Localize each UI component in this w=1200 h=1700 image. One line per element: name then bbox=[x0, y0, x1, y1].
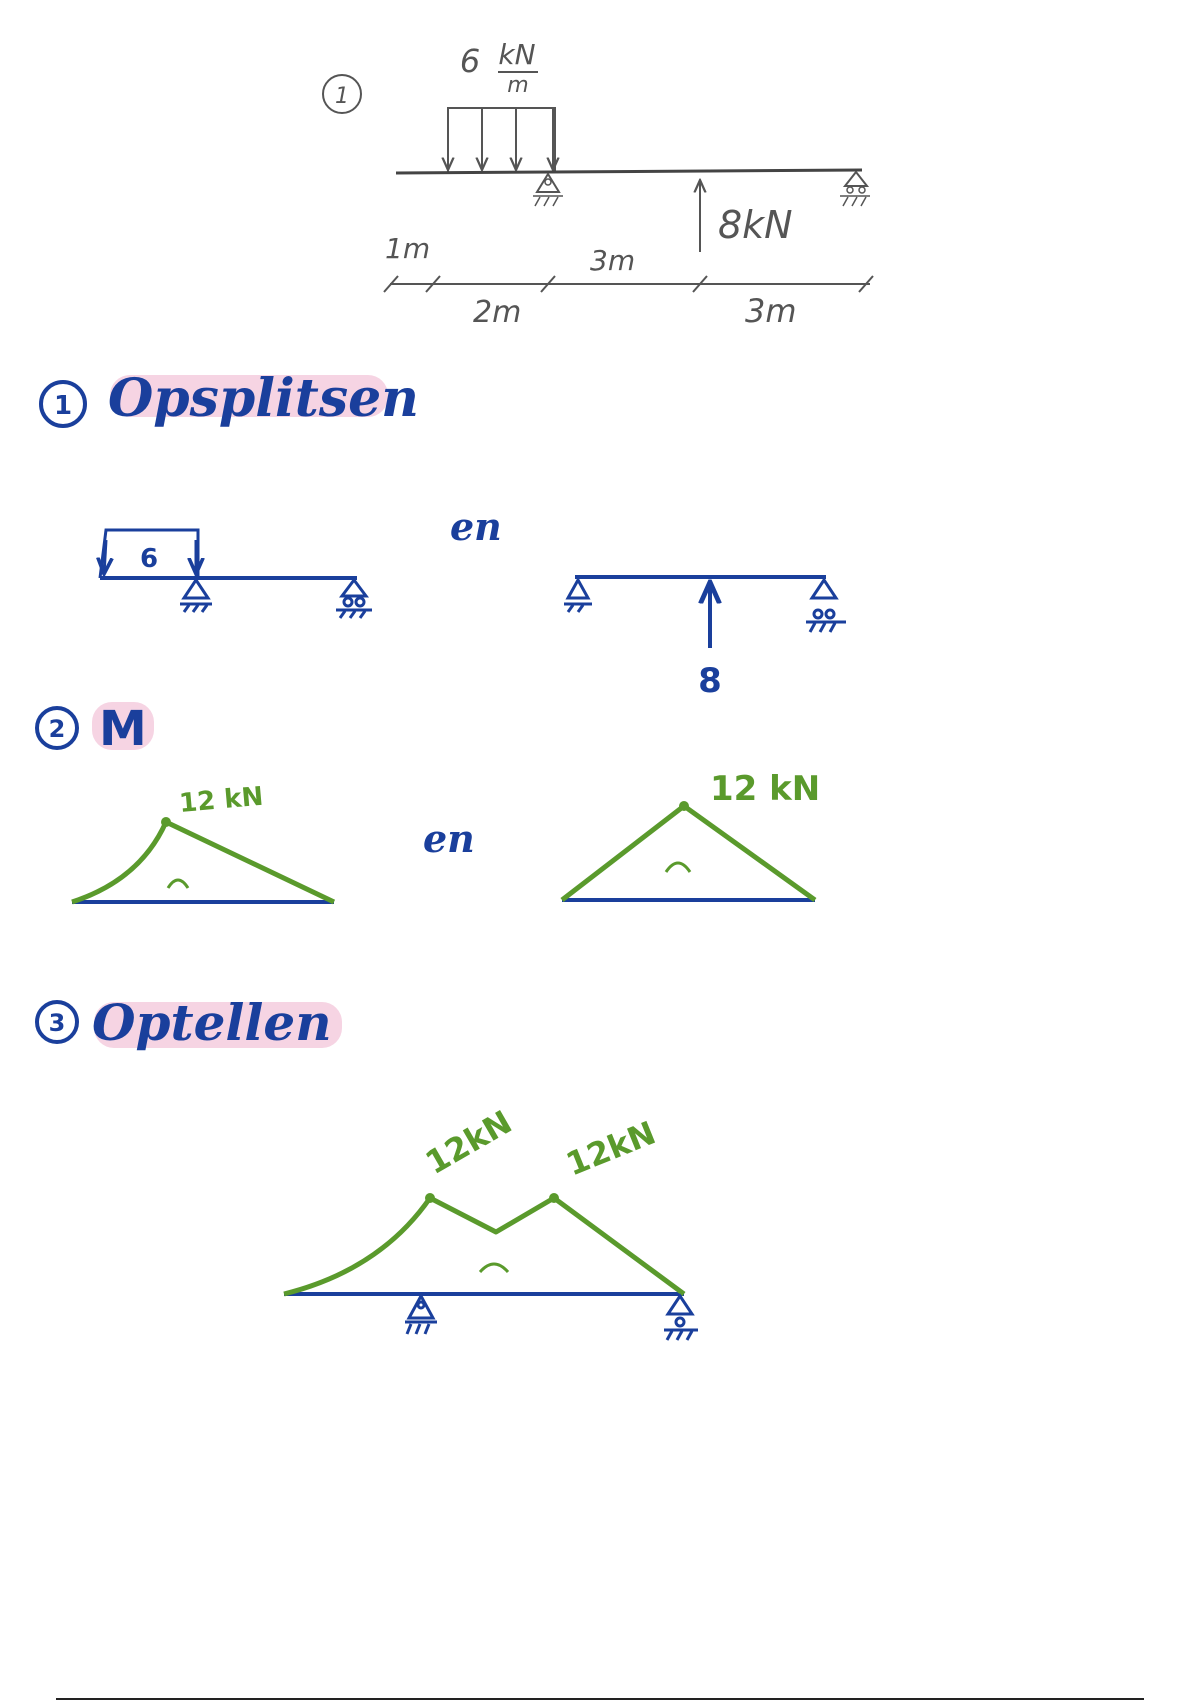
dim-label-3m-top: 3m bbox=[590, 244, 636, 277]
distributed-load-block bbox=[448, 108, 555, 172]
split-right-beam-diagram bbox=[564, 577, 846, 701]
load-value-label: 6 bbox=[459, 42, 481, 80]
step3-heading bbox=[37, 993, 342, 1052]
split-left-beam-diagram bbox=[100, 530, 372, 618]
combined-roller-support bbox=[664, 1296, 698, 1340]
step1-number: 1 bbox=[53, 391, 73, 421]
split-left-load-label: 6 bbox=[139, 544, 159, 574]
dim-label-1m: 1m bbox=[385, 232, 431, 265]
combined-peak-left-dot bbox=[425, 1193, 435, 1203]
step1-heading bbox=[41, 368, 419, 429]
step2-number: 2 bbox=[48, 715, 66, 743]
step1-connector: en bbox=[450, 504, 502, 549]
step3-number: 3 bbox=[48, 1009, 66, 1037]
moment-right-peak-label: 12 kN bbox=[710, 769, 821, 809]
split-left-pin-support bbox=[180, 580, 212, 612]
dim-label-2m: 2m bbox=[473, 295, 522, 330]
problem-sketch bbox=[323, 38, 873, 330]
combined-moment-diagram bbox=[284, 1103, 698, 1340]
split-right-force-label: 8 bbox=[698, 661, 722, 701]
moment-left-peak-label: 12 kN bbox=[177, 781, 265, 819]
pin-support-left bbox=[533, 174, 563, 206]
problem-number: 1 bbox=[335, 84, 349, 109]
moment-left-curve bbox=[72, 822, 334, 902]
step2-connector: en bbox=[423, 816, 475, 861]
step2-heading bbox=[37, 701, 154, 757]
step2-title: M bbox=[99, 701, 147, 757]
moment-diagram-right bbox=[562, 769, 820, 900]
combined-pin-support bbox=[405, 1296, 437, 1334]
split-left-load-arrow-a bbox=[104, 540, 106, 574]
combined-peak-left-label: 12kN bbox=[419, 1102, 519, 1182]
roller-support-right bbox=[840, 172, 870, 206]
combined-moment-curve bbox=[284, 1198, 684, 1294]
combined-sign-mark bbox=[480, 1264, 508, 1272]
moment-left-peak-dot bbox=[161, 817, 171, 827]
load-unit-numerator: kN bbox=[498, 38, 536, 71]
step1-title: Opsplitsen bbox=[108, 368, 419, 429]
point-load-label: 8kN bbox=[718, 203, 793, 247]
combined-peak-right-dot bbox=[549, 1193, 559, 1203]
split-left-roller-support bbox=[336, 580, 372, 618]
moment-right-sign-mark bbox=[666, 863, 690, 872]
split-right-roller-support bbox=[806, 580, 846, 632]
step3-title: Optellen bbox=[92, 993, 332, 1052]
load-unit-denominator: m bbox=[507, 73, 529, 98]
moment-diagram-left bbox=[72, 782, 334, 902]
combined-peak-right-label: 12kN bbox=[560, 1113, 661, 1184]
moment-right-peak-dot bbox=[679, 801, 689, 811]
dim-label-3m-bottom: 3m bbox=[745, 292, 797, 330]
moment-left-sign-mark bbox=[168, 880, 188, 888]
moment-right-curve bbox=[562, 806, 815, 900]
split-right-pin-support bbox=[564, 580, 592, 612]
beam bbox=[396, 170, 862, 173]
